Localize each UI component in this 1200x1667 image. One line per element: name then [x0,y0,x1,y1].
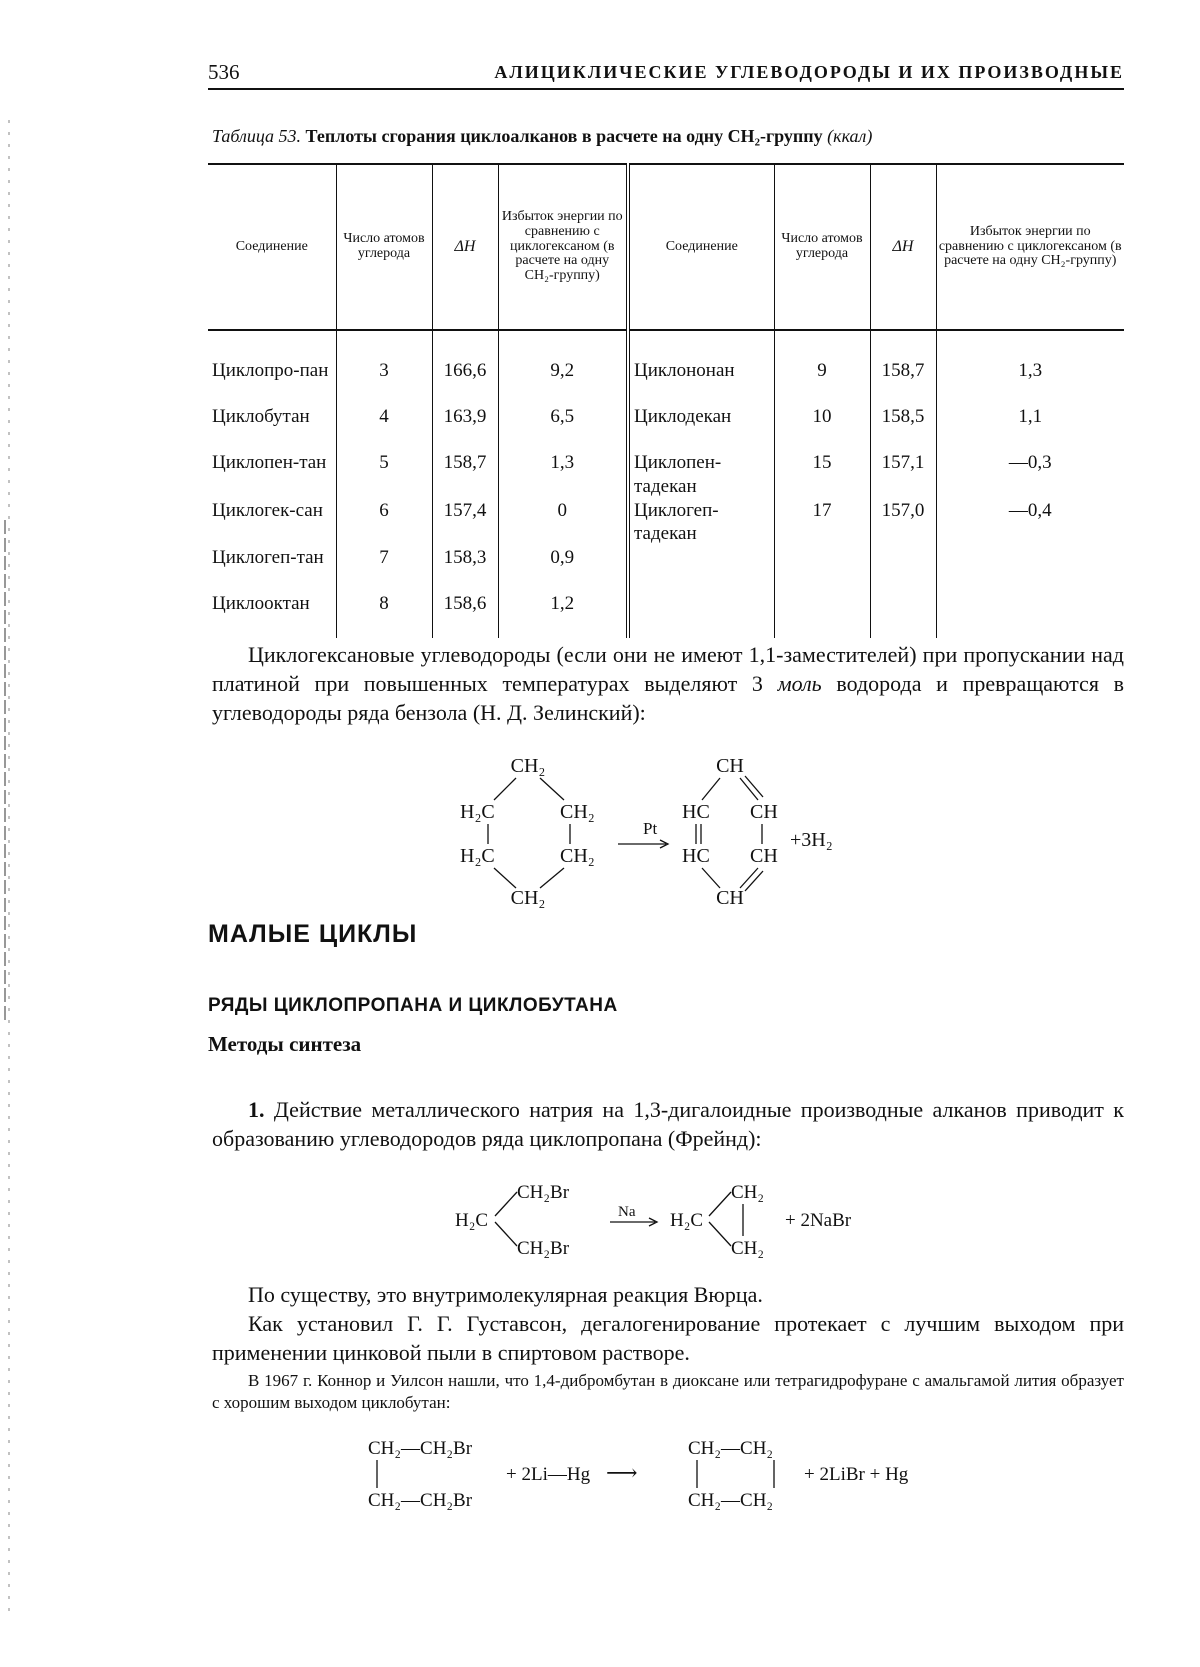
r1-reactant-ll: H₂C [460,845,495,867]
paragraph-freund [212,1095,1124,1153]
paragraph-zelinsky-b: водорода и превращаются в углеводороды ряда бензола (Н. Д. Зелинский): [212,671,1125,725]
r1-byproduct: +3H₂ [790,829,833,851]
r3-reagent: + 2Li—Hg [506,1464,591,1485]
r1-reactant-top: CH₂ [510,755,546,777]
cell-right-dh: 157,1 [870,451,936,499]
r1-product-top: CH [716,755,744,777]
r3-arrow: ⟶ [606,1460,638,1485]
table-caption [212,126,1124,147]
cell-right-ex: —0,3 [936,451,1124,499]
cell-left-dh: 158,6 [432,592,498,638]
r1-product-lr: CH [750,845,778,867]
heading-synthesis-methods: Методы синтеза [208,1032,362,1056]
r1-reactant-bonds [488,778,570,888]
header-dh-left: ΔH [432,164,498,330]
paragraph-zelinsky [212,640,1124,727]
cell-left-dh: 158,3 [432,546,498,592]
cell-left-ex: 0 [498,499,628,547]
cell-right-dh: 158,7 [870,359,936,405]
scan-margin-marks [0,120,18,1620]
running-header [208,58,1124,90]
header-excess-right: Избыток энергии по сравнению с циклогексаном (в расчете на одну СН₂-группу) [936,164,1124,330]
cell-right-n: 10 [774,405,870,451]
cell-left-ex: 0,9 [498,546,628,592]
dehydrogenation-reaction [460,752,880,912]
cell-left-ex: 1,2 [498,592,628,638]
cell-right-n: 9 [774,359,870,405]
r2-left-top: CH₂Br [517,1182,570,1203]
r2-right-top: CH₂ [731,1182,765,1203]
cell-left-ex: 9,2 [498,359,628,405]
cell-left-n: 6 [336,499,432,547]
table-caption-unit: (ккал) [827,126,873,146]
table-row [208,499,1124,547]
cell-left-name: Циклогек-сан [212,499,323,521]
cell-right-name: Циклопен-тадекан [634,452,722,497]
heats-of-combustion-table [208,163,1124,624]
header-excess-left: Избыток энергии по сравнению с циклогексаном (в расчете на одну СН₂-группу) [498,164,628,330]
paragraph-zelinsky-italic: моль [777,671,822,696]
cell-left-name: Циклопро-пан [212,360,329,381]
page-number: 536 [208,60,240,84]
table-row [208,359,1124,405]
cell-left-n: 8 [336,592,432,638]
table-body [208,359,1124,638]
r1-catalyst: Pt [643,819,658,838]
cell-left-n: 3 [336,359,432,405]
heading-cyclopropane-series: РЯДЫ ЦИКЛОПРОПАНА И ЦИКЛОБУТАНА [208,995,618,1016]
cell-right-n: 17 [774,499,870,547]
r3-reactant-top: CH₂—CH₂Br [368,1438,473,1459]
header-dh-right: ΔH [870,164,936,330]
cell-right-ex: 1,3 [936,359,1124,405]
cyclobutane-reaction [368,1430,988,1520]
paragraph-freund-number: 1. [248,1097,265,1122]
table-row [208,592,1124,638]
table-row [208,405,1124,451]
table-caption-text: Теплоты сгорания циклоалканов в расчете на одну СН₂-группу [305,126,823,146]
cell-left-n: 4 [336,405,432,451]
cell-left-ex: 1,3 [498,451,628,499]
cell-right-dh: 157,0 [870,499,936,547]
cell-left-n: 5 [336,451,432,499]
cell-left-dh: 163,9 [432,405,498,451]
r2-left-carbon: H₂C [455,1210,489,1231]
r2-left-bottom: CH₂Br [517,1238,570,1259]
cell-left-n: 7 [336,546,432,592]
header-atoms-left: Число атомов углерода [336,164,432,330]
heading-small-rings: МАЛЫЕ ЦИКЛЫ [208,920,418,948]
cell-right-dh: 158,5 [870,405,936,451]
freund-reaction [455,1180,915,1260]
cell-left-name: Циклобутан [212,406,310,427]
r1-product-ul: HC [682,801,710,823]
r1-product-bonds [696,776,763,891]
r3-products: + 2LiBr + Hg [804,1464,909,1485]
r1-product-ur: CH [750,801,778,823]
cell-left-name: Циклопен-тан [212,452,327,473]
r1-reactant-bottom: CH₂ [510,887,546,909]
r2-reagent: Na [618,1204,636,1220]
cell-left-dh: 157,4 [432,499,498,547]
paragraph-connor-wilson: В 1967 г. Коннор и Уилсон нашли, что 1,4-дибромбутан в диоксане или тетрагидрофуране с амальгамой лития образует с хорошим выходом циклобутан: [212,1371,1124,1412]
r3-reactant-bottom: CH₂—CH₂Br [368,1490,473,1511]
header-atoms-right: Число атомов углерода [774,164,870,330]
r1-product-ll: HC [682,845,710,867]
cell-left-dh: 166,6 [432,359,498,405]
r2-byproduct: + 2NaBr [785,1210,852,1231]
r1-reactant-lr: CH₂ [560,845,595,867]
table-header-row [208,164,1124,330]
running-title: АЛИЦИКЛИЧЕСКИЕ УГЛЕВОДОРОДЫ И ИХ ПРОИЗВОДНЫЕ [494,62,1124,82]
r2-right-bottom: CH₂ [731,1238,765,1259]
cell-left-ex: 6,5 [498,405,628,451]
cell-right-name: Циклогеп-тадекан [634,499,719,545]
cell-right-name: Циклононан [634,360,735,381]
cell-right-ex: —0,4 [936,499,1124,547]
r1-reactant-ur: CH₂ [560,801,595,823]
header-compound-right: Соединение [628,164,774,330]
paragraph-wurtz: По существу, это внутримолекулярная реакция Вюрца. [248,1282,763,1307]
cell-left-name: Циклогеп-тан [212,547,324,568]
r1-reactant-ul: H₂C [460,801,495,823]
header-compound-left: Соединение [208,164,336,330]
cell-left-name: Циклооктан [212,593,310,614]
cell-right-n: 15 [774,451,870,499]
r3-product-top: CH₂—CH₂ [688,1438,774,1459]
cell-left-dh: 158,7 [432,451,498,499]
paragraph-freund-text: Действие металлического натрия на 1,3-дигалоидные производные алканов приводит к образованию углеводородов ряда циклопропана (Фрейнд): [212,1097,1124,1151]
r3-product-bottom: CH₂—CH₂ [688,1490,774,1511]
table-row [208,546,1124,592]
paragraph-zelinsky-a: Циклогексановые углеводороды (если они не имеют 1,1-заместителей) при пропускании над платиной при повышенных температурах выделяют 3 [212,642,1124,696]
r1-product-bottom: CH [716,887,744,909]
paragraph-gustavson: Как установил Г. Г. Густавсон, дегалогенирование протекает с лучшим выходом при применении цинковой пыли в спиртовом растворе. [212,1311,1124,1365]
table-row [208,451,1124,499]
table-caption-label: Таблица 53. [212,126,302,146]
cell-right-ex: 1,1 [936,405,1124,451]
cell-right-name: Циклодекан [634,406,732,427]
r2-right-carbon: H₂C [670,1210,704,1231]
